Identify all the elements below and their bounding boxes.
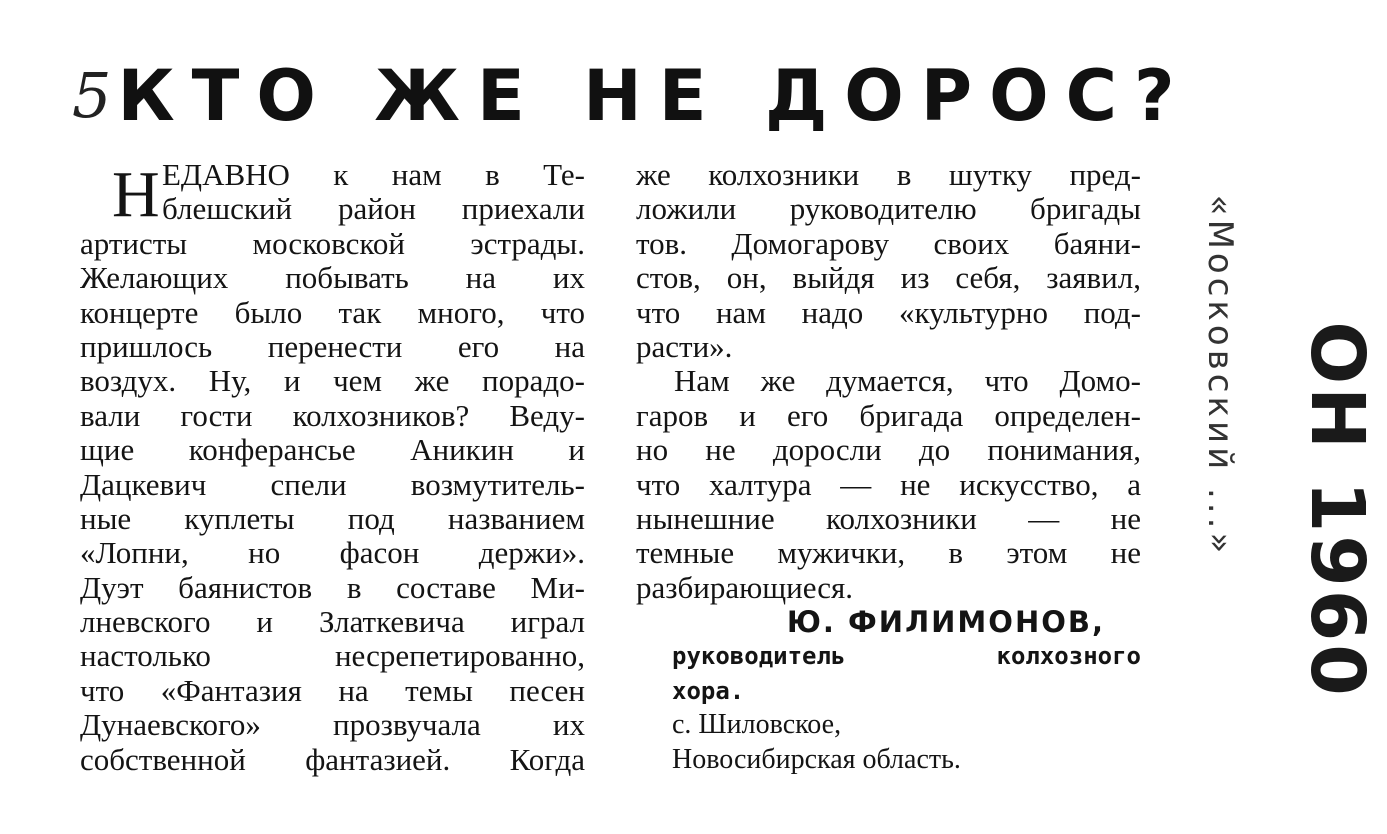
text-line: Желающих побывать на их bbox=[80, 260, 585, 296]
text-line: гаров и его бригада определен- bbox=[636, 397, 1141, 433]
text-line: пришлось перенести его на bbox=[80, 328, 585, 364]
text-line: ные куплеты под названием bbox=[80, 500, 585, 536]
text-line: настолько несрепетированно, bbox=[80, 638, 585, 674]
text-line: вали гости колхозников? Веду- bbox=[80, 397, 585, 433]
author-position: руководитель колхозного bbox=[672, 642, 1141, 671]
right-column bbox=[636, 158, 1141, 777]
text-line: блешский район приехали bbox=[162, 191, 585, 227]
author-position: хора. bbox=[672, 676, 745, 705]
text-line: Нам же думается, что Домо- bbox=[674, 363, 1141, 399]
text-line: Дуэт баянистов в составе Ми- bbox=[80, 569, 585, 605]
source-stamp-text: «Московский ...» bbox=[1200, 194, 1240, 558]
text-line: лневского и Златкевича играл bbox=[80, 604, 585, 640]
left-column bbox=[80, 158, 585, 777]
text-line: что халтура — не искусство, а bbox=[636, 466, 1141, 502]
text-line: что «Фантазия на темы песен bbox=[80, 672, 585, 708]
text-line: Дунаевского» прозвучала их bbox=[80, 707, 585, 743]
text-line: стов, он, выйдя из себя, заявил, bbox=[636, 260, 1141, 296]
text-line: щие конферансье Аникин и bbox=[80, 432, 585, 468]
text-line: нынешние колхозники — не bbox=[636, 500, 1141, 536]
text-line: концерте было так много, что bbox=[80, 294, 585, 330]
dropcap-block bbox=[80, 157, 585, 231]
text-line: тов. Домогарову своих баяни- bbox=[636, 225, 1141, 261]
text-line: Дацкевич спели возмутитель- bbox=[80, 466, 585, 502]
text-line: ЕДАВНО к нам в Те- bbox=[162, 157, 585, 192]
handwritten-mark: 5 bbox=[72, 59, 112, 132]
author-signature: Ю. ФИЛИМОНОВ, bbox=[786, 605, 1105, 640]
text-line: расти». bbox=[636, 328, 733, 364]
text-line: разбирающиеся. bbox=[636, 569, 854, 605]
dropcap: Н bbox=[112, 158, 160, 231]
headline bbox=[72, 55, 1192, 137]
text-line: что нам надо «культурно под- bbox=[636, 294, 1141, 330]
source-stamp bbox=[1140, 96, 1300, 656]
place-line: Новосибирская область. bbox=[672, 743, 961, 775]
text-line: же колхозники в шутку пред- bbox=[636, 157, 1141, 192]
date-stamp-text: OH 1960 bbox=[1294, 321, 1380, 699]
text-line: ложили руководителю бригады bbox=[636, 191, 1141, 227]
text-line: артисты московской эстрады. bbox=[80, 225, 585, 261]
text-line: воздух. Ну, и чем же порадо- bbox=[80, 363, 585, 399]
date-stamp bbox=[1292, 320, 1382, 700]
text-line: «Лопни, но фасон держи». bbox=[80, 535, 585, 571]
text-line: но не доросли до понимания, bbox=[636, 432, 1141, 468]
text-line: собственной фантазией. Когда bbox=[80, 741, 585, 777]
article-title: КТО ЖЕ НЕ ДОРОС? bbox=[117, 55, 1192, 137]
text-line: темные мужички, в этом не bbox=[636, 535, 1141, 571]
place-line: с. Шиловское, bbox=[672, 709, 842, 741]
